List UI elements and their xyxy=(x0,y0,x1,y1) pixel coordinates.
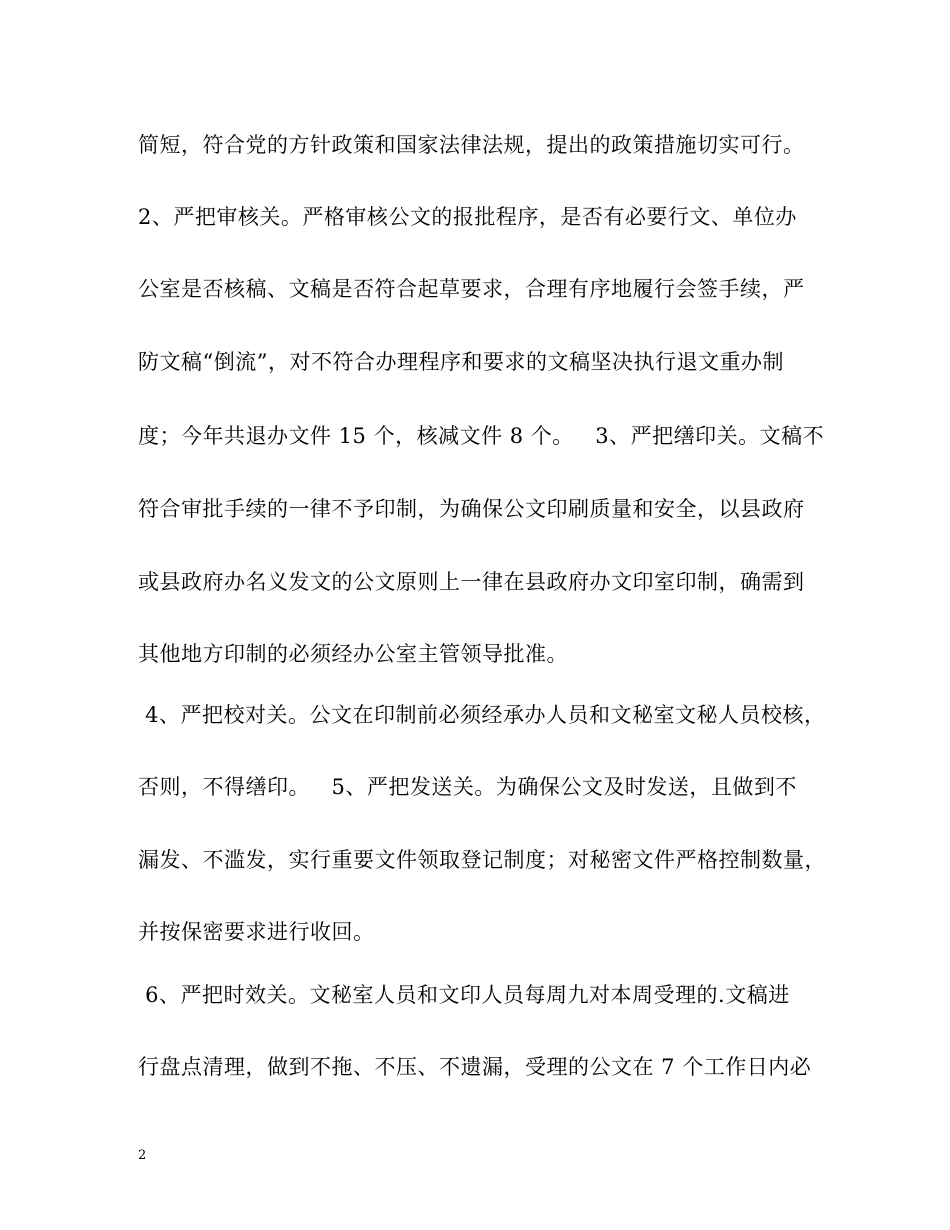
text-line-5: 度；今年共退办文件 15 个，核减文件 8 个。 3、严把缮印关。文稿不 xyxy=(138,424,825,448)
text-line-10: 否则，不得缮印。 5、严把发送关。为确保公文及时发送，且做到不 xyxy=(138,775,797,799)
text-line-4: 防文稿“倒流”，对不符合办理程序和要求的文稿坚决执行退文重办制 xyxy=(138,350,784,374)
text-line-9: 4、严把校对关。公文在印制前必须经承办人员和文秘室文秘人员校核， xyxy=(138,703,826,727)
text-line-14: 行盘点清理，做到不拖、不压、不遗漏，受理的公文在 7 个工作日内必 xyxy=(138,1055,812,1079)
text-line-2: 2、严把审核关。严格审核公文的报批程序，是否有必要行文、单位办 xyxy=(138,205,797,229)
text-line-8: 其他地方印制的必须经办公室主管领导批准。 xyxy=(138,642,568,666)
text-line-13: 6、严把时效关。文秘室人员和文印人员每周九对本周受理的.文稿进 xyxy=(138,983,790,1007)
text-line-3: 公室是否核稿、文稿是否符合起草要求，合理有序地履行会签手续，严 xyxy=(138,277,805,301)
text-line-1: 简短，符合党的方针政策和国家法律法规，提出的政策措施切实可行。 xyxy=(138,133,805,157)
text-line-11: 漏发、不滥发，实行重要文件领取登记制度；对秘密文件严格控制数量， xyxy=(138,848,826,872)
text-line-6: 符合审批手续的一律不予印制，为确保公文印刷质量和安全，以县政府 xyxy=(138,497,805,521)
text-line-7: 或县政府办名义发文的公文原则上一律在县政府办文印室印制，确需到 xyxy=(138,570,805,594)
page-number: 2 xyxy=(138,1148,147,1163)
text-line-12: 并按保密要求进行收回。 xyxy=(138,920,375,944)
